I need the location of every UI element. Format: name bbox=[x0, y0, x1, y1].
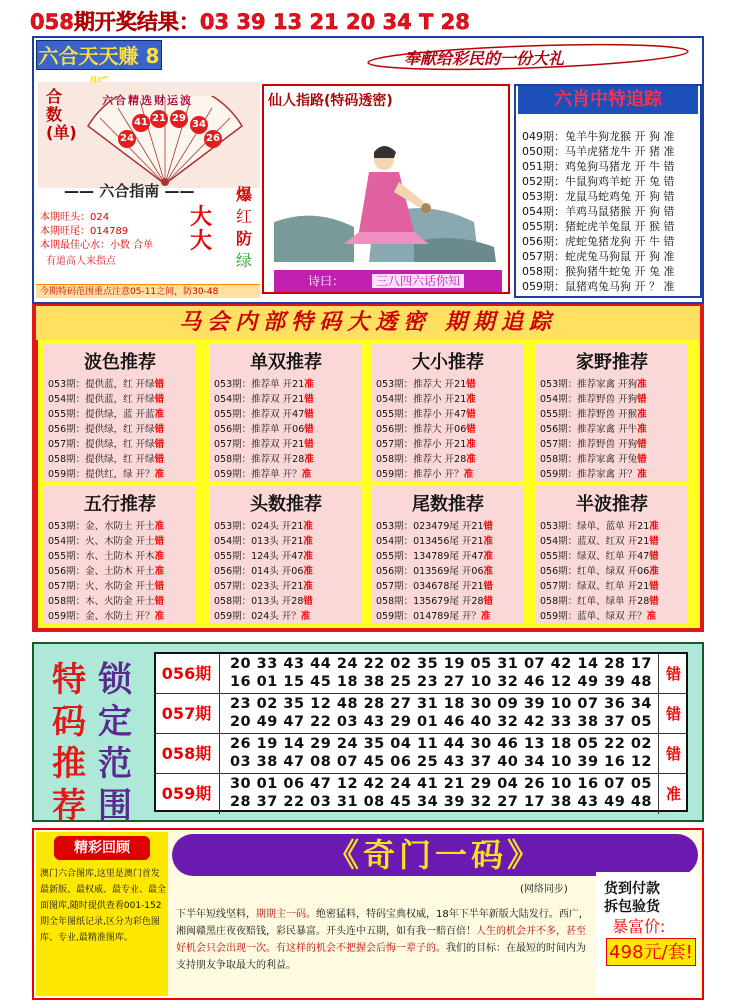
card-row-result: 准 bbox=[637, 409, 647, 420]
card-row bbox=[376, 451, 476, 465]
explode-char: 防 bbox=[236, 229, 253, 248]
card-row-text: 059期：金、水防土 开？ bbox=[48, 611, 155, 622]
card-row bbox=[48, 533, 164, 547]
card-row-result: 错 bbox=[649, 581, 659, 592]
card-row bbox=[214, 391, 314, 405]
card-row bbox=[376, 593, 493, 607]
lock-numbers: 20 49 47 22 03 43 29 01 46 40 32 42 33 38 37 05 bbox=[229, 714, 653, 730]
card-row-text: 059期：024头 开？ bbox=[214, 611, 301, 622]
card-row bbox=[48, 421, 164, 435]
card-row bbox=[540, 578, 659, 592]
card-row-text: 058期：135679尾 开28 bbox=[376, 596, 484, 607]
card-row bbox=[376, 466, 473, 480]
lock-result: 错 bbox=[658, 694, 688, 734]
card-row-text: 053期：推荐单 开21 bbox=[214, 379, 305, 390]
lock-char: 荐 bbox=[52, 786, 86, 826]
promo-text bbox=[176, 906, 594, 974]
card-row bbox=[540, 593, 659, 607]
lock-numbers: 03 38 47 08 07 45 06 25 43 37 40 34 10 39 16 12 bbox=[229, 754, 653, 770]
card-row-result: 准 bbox=[637, 424, 647, 435]
promo-part: 下半年短线坚料， bbox=[176, 909, 256, 920]
cod-price-label: 暴富价: bbox=[612, 917, 666, 936]
qimen-title: 《奇门一码》 bbox=[326, 836, 543, 874]
card-row-text: 054期：013456尾 开21 bbox=[376, 536, 484, 547]
promo-highlight: 人生的机会并不多，甚至好机会只会出现一次。有这样的机会不把握会后悔一辈子的。 bbox=[176, 926, 586, 954]
guide-title: —— 六合指南 —— bbox=[64, 182, 195, 200]
card-row bbox=[214, 578, 313, 592]
card-row-text: 058期：推荐大 开28 bbox=[376, 454, 467, 465]
promo-highlight: 期期主一码。 bbox=[256, 909, 316, 920]
card-row bbox=[376, 608, 490, 622]
recommend-card bbox=[536, 344, 688, 482]
card-row-text: 054期：推荐双 开21 bbox=[214, 394, 305, 405]
card-row-text: 056期：金、土防木 开土 bbox=[48, 566, 155, 577]
card-row-result: 准 bbox=[154, 551, 165, 562]
card-row-result: 错 bbox=[303, 596, 313, 607]
card-row-result: 准 bbox=[483, 566, 494, 577]
zodiac-title: 六肖中特追踪 bbox=[518, 86, 698, 114]
card-row bbox=[540, 608, 656, 622]
fan-ball: 29 bbox=[170, 110, 188, 128]
card-row bbox=[48, 451, 164, 465]
card-row-result: 错 bbox=[466, 379, 476, 390]
fan-ball: 21 bbox=[150, 110, 168, 128]
card-row-result: 准 bbox=[154, 521, 165, 532]
card-row-text: 058期：推荐双 开28 bbox=[214, 454, 305, 465]
card-title: 半波推荐 bbox=[576, 494, 648, 515]
card-row bbox=[48, 563, 164, 577]
lock-numbers: 20 33 43 44 24 22 02 35 19 05 31 07 42 14 28 17 bbox=[229, 656, 653, 672]
card-row-result: 准 bbox=[303, 551, 313, 562]
card-row-text: 059期：推荐小 开？ bbox=[376, 469, 464, 480]
recommend-banner: 马会内部特码大透密 期期追踪 bbox=[36, 306, 700, 340]
card-row bbox=[214, 376, 314, 390]
explode-column bbox=[236, 184, 252, 272]
lock-numbers: 30 01 06 47 12 42 24 41 21 29 04 26 10 16 07 05 bbox=[229, 776, 653, 792]
card-row-text: 054期：蓝双、红双 开21 bbox=[540, 536, 650, 547]
zodiac-row: 050期：马羊虎猪龙牛 开 猪 准 bbox=[522, 145, 675, 158]
lock-period: 059期 bbox=[154, 774, 220, 814]
card-row bbox=[376, 391, 476, 405]
recommend-card bbox=[210, 344, 362, 482]
card-row-text: 054期：推荐野兽 开狗 bbox=[540, 394, 638, 405]
card-row bbox=[214, 533, 313, 547]
lock-char: 定 bbox=[98, 702, 132, 742]
card-row-text: 057期：023头 开21 bbox=[214, 581, 304, 592]
card-row-text: 056期：提供绿，红 开绿 bbox=[48, 424, 155, 435]
card-row bbox=[214, 406, 314, 420]
guide-line: 本期旺尾：014789 bbox=[40, 226, 129, 237]
card-row-result: 错 bbox=[304, 394, 314, 405]
card-row-text: 056期：红单、绿双 开06 bbox=[540, 566, 650, 577]
card-row-text: 054期：提供蓝，红 开绿 bbox=[48, 394, 155, 405]
explode-char: 绿 bbox=[236, 251, 253, 270]
card-row-text: 058期：红单、绿单 开28 bbox=[540, 596, 650, 607]
card-row-text: 059期：推荐单 开？ bbox=[214, 469, 302, 480]
cod-line: 拆包验货 bbox=[604, 899, 660, 915]
card-title: 大小推荐 bbox=[412, 352, 484, 373]
lock-row bbox=[154, 734, 688, 774]
card-row-result: 错 bbox=[637, 394, 647, 405]
zodiac-row: 051期：鸡兔狗马猪龙 开 牛 错 bbox=[522, 160, 675, 173]
card-row-result: 准 bbox=[466, 439, 476, 450]
card-row-text: 054期：火、木防金 开土 bbox=[48, 536, 155, 547]
card-row-result: 准 bbox=[300, 611, 311, 622]
lock-char: 围 bbox=[98, 786, 132, 826]
card-row bbox=[48, 406, 164, 420]
fairy-title: 仙人指路(特码透密) bbox=[268, 93, 393, 109]
recall-title: 精彩回顾 bbox=[54, 836, 150, 860]
card-row-text: 057期：推荐小 开21 bbox=[376, 439, 467, 450]
promo-part: 我们的目标：在最短的时间内为支持朋友争取最大的利益。 bbox=[176, 943, 586, 971]
lock-period: 058期 bbox=[154, 734, 220, 774]
card-row bbox=[48, 436, 164, 450]
card-title: 头数推荐 bbox=[250, 494, 322, 515]
poem-label: 诗曰： bbox=[308, 274, 345, 288]
card-row bbox=[376, 421, 476, 435]
card-row bbox=[540, 451, 647, 465]
card-row-result: 错 bbox=[483, 596, 494, 607]
card-row-result: 准 bbox=[483, 551, 494, 562]
card-row bbox=[48, 466, 164, 480]
promo-part: 绝密猛料，特码宝典权威，18年下半年新版大陆发行。西广，湘闽赣黑庄夜夜赔钱，彩民暴富。开头连中五期，如有我一赔百倍！ bbox=[176, 909, 589, 937]
card-row-result: 准 bbox=[304, 379, 314, 390]
fairy-illustration bbox=[274, 112, 502, 264]
card-row-result: 准 bbox=[646, 611, 657, 622]
card-row bbox=[540, 391, 647, 405]
card-row-text: 057期：提供绿，红 开绿 bbox=[48, 439, 155, 450]
recommend-card bbox=[210, 486, 362, 624]
lock-result: 错 bbox=[658, 734, 688, 774]
card-row-result: 准 bbox=[303, 566, 313, 577]
card-row bbox=[376, 376, 476, 390]
card-row-result: 准 bbox=[303, 581, 313, 592]
card-row-result: 错 bbox=[483, 521, 494, 532]
card-row-result: 错 bbox=[304, 439, 314, 450]
card-row-result: 准 bbox=[637, 379, 647, 390]
lock-numbers: 23 02 35 12 48 28 27 31 18 30 09 39 10 07 36 34 bbox=[229, 696, 653, 712]
card-row-result: 错 bbox=[304, 424, 314, 435]
recommend-card bbox=[44, 344, 196, 482]
card-row-result: 准 bbox=[463, 469, 474, 480]
card-row-result: 错 bbox=[649, 596, 659, 607]
card-row-result: 准 bbox=[480, 611, 491, 622]
lock-result: 错 bbox=[658, 654, 688, 694]
card-row-text: 053期：推荐家禽 开狗 bbox=[540, 379, 638, 390]
zodiac-row: 053期：龙鼠马蛇鸡兔 开 狗 错 bbox=[522, 190, 675, 203]
zodiac-row: 058期：猴狗猪牛蛇兔 开 兔 准 bbox=[522, 265, 675, 278]
card-row-text: 057期：推荐野兽 开狗 bbox=[540, 439, 638, 450]
card-row bbox=[48, 376, 164, 390]
card-row-text: 055期：绿双、红单 开47 bbox=[540, 551, 650, 562]
card-row-text: 058期：提供绿，红 开绿 bbox=[48, 454, 155, 465]
card-row bbox=[540, 376, 647, 390]
card-row-text: 056期：推荐家禽 开牛 bbox=[540, 424, 638, 435]
card-row-result: 准 bbox=[303, 536, 313, 547]
card-row-text: 053期：024头 开21 bbox=[214, 521, 304, 532]
card-row bbox=[540, 563, 659, 577]
card-row-result: 错 bbox=[637, 454, 647, 465]
card-row-result: 准 bbox=[154, 566, 165, 577]
lock-char: 范 bbox=[98, 744, 132, 784]
lock-row bbox=[154, 774, 688, 814]
card-row bbox=[376, 563, 493, 577]
card-row-text: 058期：木、火防金 开土 bbox=[48, 596, 155, 607]
recommend-card bbox=[536, 486, 688, 624]
card-row-result: 准 bbox=[649, 566, 659, 577]
lock-char: 锁 bbox=[98, 660, 132, 700]
card-row-result: 准 bbox=[304, 454, 314, 465]
card-row-result: 错 bbox=[637, 439, 647, 450]
zodiac-row: 056期：虎蛇兔猪龙狗 开 牛 错 bbox=[522, 235, 675, 248]
zodiac-row: 057期：蛇虎兔马狗鼠 开 狗 准 bbox=[522, 250, 675, 263]
lock-char: 码 bbox=[52, 702, 86, 742]
card-row-result: 错 bbox=[649, 551, 659, 562]
card-row-result: 准 bbox=[154, 409, 165, 420]
card-row-result: 准 bbox=[154, 469, 165, 480]
card-row-text: 053期：提供蓝，红 开绿 bbox=[48, 379, 155, 390]
recommend-card bbox=[372, 486, 524, 624]
card-row-text: 059期：提供红，绿 开？ bbox=[48, 469, 155, 480]
big-char: 大 大 bbox=[190, 205, 213, 254]
card-row bbox=[214, 548, 313, 562]
fan-ball: 24 bbox=[118, 130, 136, 148]
lock-char: 推 bbox=[52, 744, 86, 784]
card-row bbox=[214, 563, 313, 577]
zodiac-row: 059期：鼠猪鸡兔马狗 开 ？ 准 bbox=[522, 280, 675, 293]
card-row-result: 错 bbox=[483, 581, 494, 592]
zodiac-row: 052期：牛鼠狗鸡羊蛇 开 兔 错 bbox=[522, 175, 675, 188]
draw-result-title: 058期开奖结果：03 39 13 21 20 34 T 28 bbox=[30, 10, 470, 34]
card-row bbox=[48, 608, 164, 622]
card-row-result: 错 bbox=[154, 596, 165, 607]
card-row bbox=[48, 548, 164, 562]
card-row bbox=[540, 533, 659, 547]
fan-ball: 34 bbox=[190, 116, 208, 134]
range-bar: 今期特码范围重点注意05-11之间，防30-48 bbox=[36, 284, 260, 298]
card-row bbox=[540, 436, 647, 450]
guide-line: 本期旺头：024 bbox=[40, 212, 110, 223]
card-row bbox=[214, 451, 314, 465]
card-row-text: 055期：推荐野兽 开猴 bbox=[540, 409, 638, 420]
lock-numbers: 28 37 22 03 31 08 45 34 39 32 27 17 38 43 49 48 bbox=[229, 794, 653, 810]
card-row-result: 错 bbox=[154, 424, 165, 435]
card-row bbox=[376, 533, 493, 547]
lock-char: 特 bbox=[52, 660, 86, 700]
guide-line: 有道高人来指点 bbox=[46, 256, 116, 267]
card-row-result: 准 bbox=[466, 394, 476, 405]
card-row-text: 056期：推荐单 开06 bbox=[214, 424, 305, 435]
lock-result: 准 bbox=[658, 774, 688, 814]
card-row bbox=[540, 548, 659, 562]
card-row-text: 054期：推荐小 开21 bbox=[376, 394, 467, 405]
poem-text: 三八四六话你知 bbox=[372, 274, 464, 288]
card-row bbox=[48, 518, 164, 532]
card-row bbox=[376, 578, 493, 592]
guide-line: 本期最佳心水：小数 合单 bbox=[40, 240, 154, 251]
card-row bbox=[214, 436, 314, 450]
poem-bar bbox=[274, 270, 502, 292]
cod-price: 498元/套! bbox=[606, 938, 696, 966]
recommend-card bbox=[44, 486, 196, 624]
card-row-result: 错 bbox=[154, 454, 165, 465]
fan-icon bbox=[80, 96, 250, 186]
recall-text: 澳门六合图库,这里是澳门首发最新版、最权威、最专业、最全面图库,随时提供查看001-152期全年图纸记录,区分为彩色图库、专业,最精准图库。 bbox=[40, 869, 167, 943]
card-title: 尾数推荐 bbox=[412, 494, 484, 515]
lock-numbers: 16 01 15 45 18 38 25 23 27 10 32 46 12 49 39 48 bbox=[229, 674, 653, 690]
card-row-text: 056期：013569尾 开06 bbox=[376, 566, 484, 577]
explode-char: 红 bbox=[236, 207, 253, 226]
card-row bbox=[376, 518, 493, 532]
hedan-label: 合数(单) bbox=[46, 87, 77, 142]
card-row bbox=[376, 436, 476, 450]
gift-slogan: 奉献给彩民的一份大礼 bbox=[404, 49, 565, 68]
card-row-text: 057期：034678尾 开21 bbox=[376, 581, 484, 592]
lock-period: 056期 bbox=[154, 654, 220, 694]
fan-ball: 41 bbox=[132, 114, 150, 132]
card-row-result: 准 bbox=[154, 611, 165, 622]
card-row-text: 055期：124头 开47 bbox=[214, 551, 304, 562]
card-row-result: 准 bbox=[637, 469, 647, 480]
card-row-result: 错 bbox=[154, 379, 165, 390]
card-row bbox=[214, 466, 311, 480]
card-row-result: 错 bbox=[304, 409, 314, 420]
card-row bbox=[214, 421, 314, 435]
card-row-text: 056期：014头 开06 bbox=[214, 566, 304, 577]
card-row-text: 059期：蓝单、绿双 开？ bbox=[540, 611, 647, 622]
lock-numbers: 26 19 14 29 24 35 04 11 44 30 46 13 18 05 22 02 bbox=[229, 736, 653, 752]
recommend-card bbox=[372, 344, 524, 482]
lock-row bbox=[154, 694, 688, 734]
zodiac-row: 049期：兔羊牛狗龙猴 开 狗 准 bbox=[522, 130, 675, 143]
card-row bbox=[214, 593, 313, 607]
card-row-text: 053期：金、水防土 开土 bbox=[48, 521, 155, 532]
card-row-result: 准 bbox=[301, 469, 312, 480]
card-row-text: 057期：绿双、红单 开21 bbox=[540, 581, 650, 592]
card-row-result: 准 bbox=[649, 521, 659, 532]
cod-line: 货到付款 bbox=[604, 881, 660, 897]
card-row bbox=[48, 578, 164, 592]
card-row-text: 055期：提供绿，蓝 开蓝 bbox=[48, 409, 155, 420]
card-row-text: 056期：推荐大 开06 bbox=[376, 424, 467, 435]
card-row-text: 057期：火、水防金 开土 bbox=[48, 581, 155, 592]
card-row-text: 059期：014789尾 开？ bbox=[376, 611, 481, 622]
card-title: 家野推荐 bbox=[576, 352, 648, 373]
card-row-text: 055期：推荐小 开47 bbox=[376, 409, 467, 420]
card-row-result: 错 bbox=[154, 394, 165, 405]
card-row-text: 054期：013头 开21 bbox=[214, 536, 304, 547]
card-row-result: 错 bbox=[649, 536, 659, 547]
card-row bbox=[540, 406, 647, 420]
edition-tag: 六合天天赚 8 bbox=[36, 40, 162, 70]
zodiac-row: 055期：猪蛇虎羊兔鼠 开 猴 错 bbox=[522, 220, 675, 233]
card-row bbox=[214, 518, 313, 532]
card-row-text: 055期：水、土防木 开木 bbox=[48, 551, 155, 562]
card-row bbox=[376, 548, 493, 562]
card-row-text: 053期：023479尾 开21 bbox=[376, 521, 484, 532]
net-sync-label: (网络同步) bbox=[520, 884, 568, 895]
card-row-text: 057期：推荐双 开21 bbox=[214, 439, 305, 450]
card-title: 五行推荐 bbox=[84, 494, 156, 515]
card-row bbox=[48, 593, 164, 607]
fan-title: 六合精选财运波 bbox=[102, 94, 193, 107]
card-row-result: 错 bbox=[466, 409, 476, 420]
card-row bbox=[376, 406, 476, 420]
card-row-result: 错 bbox=[466, 424, 476, 435]
card-row-result: 错 bbox=[154, 581, 165, 592]
card-row-result: 准 bbox=[303, 521, 313, 532]
explode-char: 爆 bbox=[236, 185, 253, 204]
card-row-text: 058期：推荐家禽 开兔 bbox=[540, 454, 638, 465]
card-title: 单双推荐 bbox=[250, 352, 322, 373]
card-row bbox=[540, 421, 647, 435]
fan-ball: 26 bbox=[204, 130, 222, 148]
card-row-result: 准 bbox=[483, 536, 494, 547]
lock-period: 057期 bbox=[154, 694, 220, 734]
card-row-result: 错 bbox=[154, 439, 165, 450]
card-row bbox=[214, 608, 310, 622]
card-row-result: 错 bbox=[154, 536, 165, 547]
card-row-text: 055期：推荐双 开47 bbox=[214, 409, 305, 420]
card-row-text: 058期：013头 开28 bbox=[214, 596, 304, 607]
card-row bbox=[540, 466, 647, 480]
card-row bbox=[48, 391, 164, 405]
zodiac-row: 054期：羊鸡马鼠猪猴 开 狗 错 bbox=[522, 205, 675, 218]
card-row-text: 053期：推荐大 开21 bbox=[376, 379, 467, 390]
card-title: 波色推荐 bbox=[84, 352, 156, 373]
card-row-text: 055期：134789尾 开47 bbox=[376, 551, 484, 562]
card-row bbox=[540, 518, 659, 532]
card-row-text: 059期：推荐家禽 开？ bbox=[540, 469, 638, 480]
card-row-text: 053期：绿单、蓝单 开21 bbox=[540, 521, 650, 532]
card-row-result: 准 bbox=[466, 454, 476, 465]
lock-row bbox=[154, 654, 688, 694]
